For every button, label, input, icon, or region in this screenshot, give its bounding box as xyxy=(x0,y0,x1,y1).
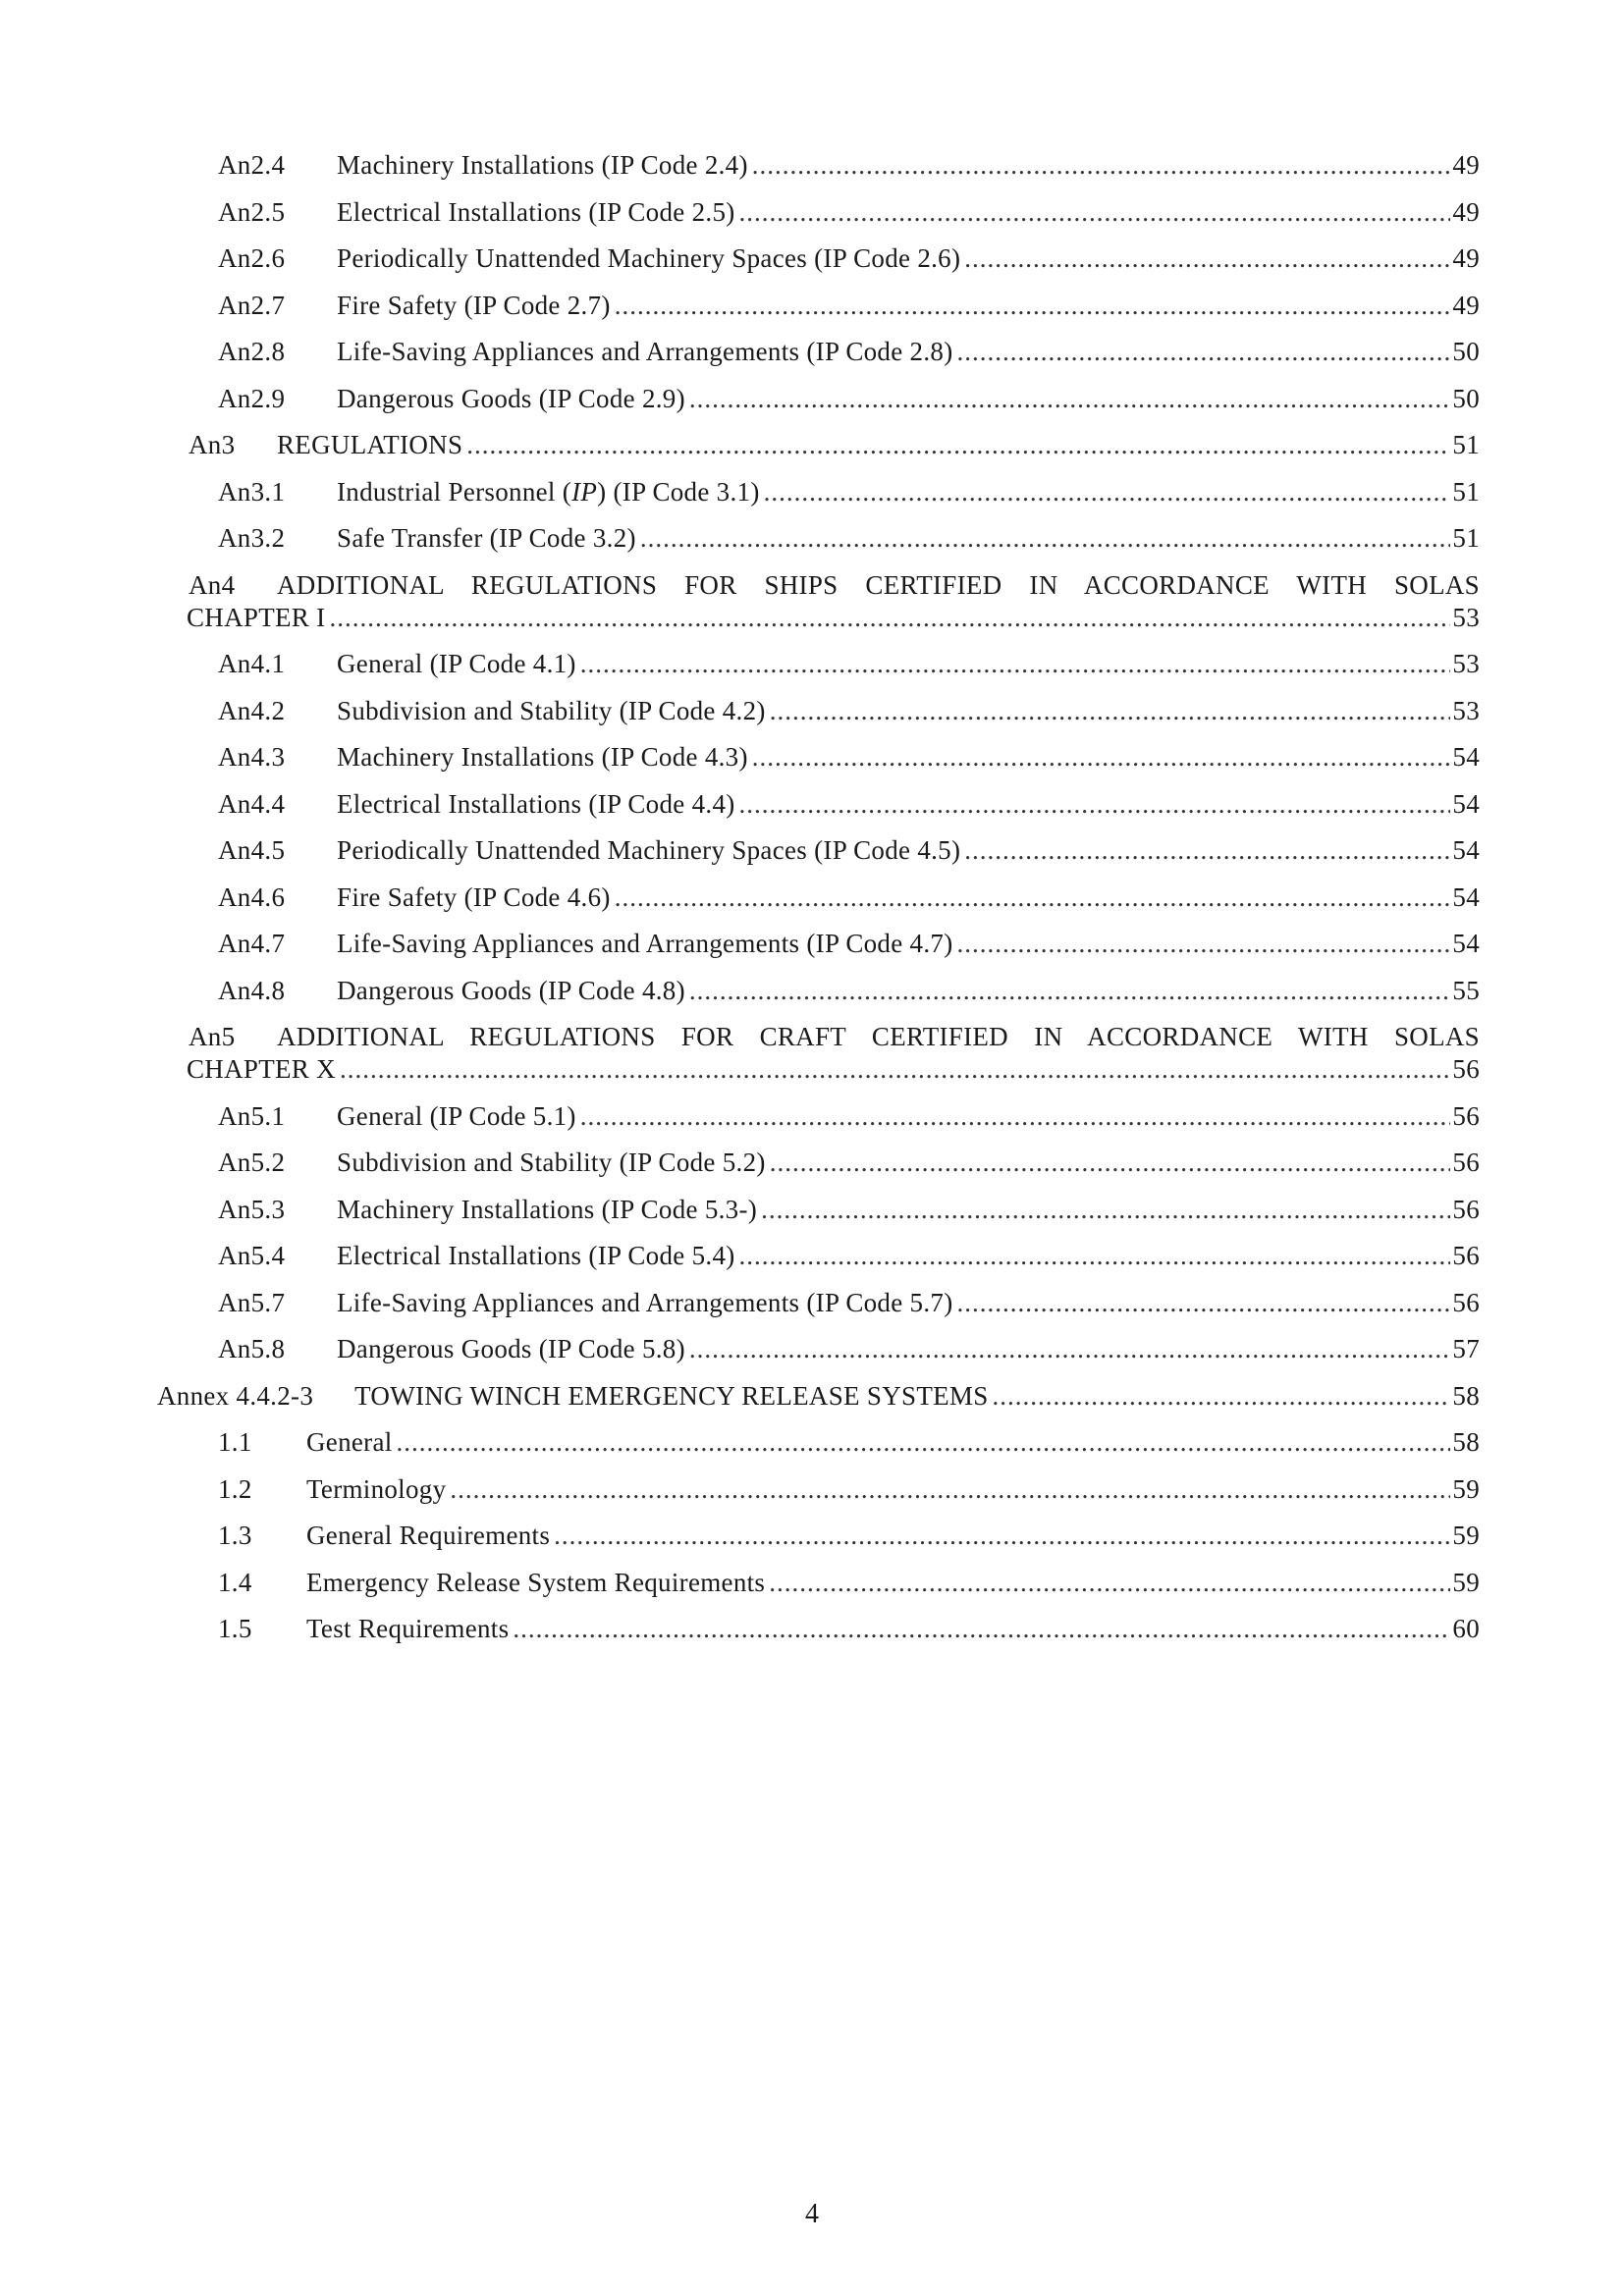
toc-entry-number: An2.6 xyxy=(218,243,286,273)
toc-entry-title-line2: CHAPTER X xyxy=(187,1054,336,1084)
page-number: 4 xyxy=(805,2199,819,2229)
toc-entry-number: An5 xyxy=(189,1022,236,1051)
toc-entry[interactable] xyxy=(0,1426,1624,1459)
toc-entry[interactable] xyxy=(0,834,1624,867)
dot-leader xyxy=(554,1520,1450,1552)
toc-entry[interactable] xyxy=(0,196,1624,229)
toc-entry[interactable] xyxy=(0,290,1624,322)
toc-entry[interactable] xyxy=(0,569,1624,634)
toc-entry-page: 49 xyxy=(1452,150,1480,180)
toc-entry-title: Periodically Unattended Machinery Spaces (IP Code 4.5) xyxy=(337,835,961,865)
toc-entry[interactable] xyxy=(0,1567,1624,1599)
toc-entry-title: Industrial Personnel (IP) (IP Code 3.1) xyxy=(337,476,760,507)
toc-entry-number: An4.6 xyxy=(218,881,286,912)
dot-leader xyxy=(957,336,1451,368)
toc-entry-page: 51 xyxy=(1452,430,1480,459)
dot-leader xyxy=(450,1473,1450,1506)
toc-entry-page: 54 xyxy=(1452,881,1480,912)
toc-entry-number: An2.8 xyxy=(218,337,286,366)
toc-entry-title: Life-Saving Appliances and Arrangements (IP Code 5.7) xyxy=(337,1287,953,1317)
toc-entry[interactable] xyxy=(0,1147,1624,1179)
toc-entry-page: 56 xyxy=(1452,1054,1480,1084)
dot-leader xyxy=(466,429,1450,461)
toc-entry[interactable] xyxy=(0,1100,1624,1133)
toc-entry-number: An4.5 xyxy=(218,835,286,865)
toc-entry-title: General Requirements xyxy=(306,1521,551,1550)
toc-entry-number: 1.1 xyxy=(218,1427,252,1457)
dot-leader xyxy=(513,1613,1450,1645)
toc-entry-number: 1.5 xyxy=(218,1614,252,1643)
toc-entry[interactable] xyxy=(0,881,1624,914)
toc-entry-title: Dangerous Goods (IP Code 5.8) xyxy=(337,1334,685,1363)
toc-entry[interactable] xyxy=(0,1021,1624,1086)
toc-entry-page: 59 xyxy=(1452,1521,1480,1550)
toc-entry-page: 54 xyxy=(1452,742,1480,772)
toc-entry-title: Electrical Installations (IP Code 2.5) xyxy=(337,196,735,227)
dot-leader xyxy=(752,149,1451,182)
toc-entry-number: An4.8 xyxy=(218,975,286,1005)
dot-leader xyxy=(964,834,1450,867)
toc-entry-number: An5.3 xyxy=(218,1194,286,1224)
toc-entry-number: Annex 4.4.2-3 xyxy=(157,1380,314,1411)
toc-entry-title: Terminology xyxy=(306,1473,447,1504)
toc-entry[interactable] xyxy=(0,1520,1624,1552)
toc-entry[interactable] xyxy=(0,928,1624,960)
toc-entry-title: Machinery Installations (IP Code 5.3-) xyxy=(337,1194,758,1224)
toc-entry[interactable] xyxy=(0,1473,1624,1506)
toc-entry-title: Dangerous Goods (IP Code 2.9) xyxy=(337,383,685,413)
toc-entry[interactable] xyxy=(0,149,1624,182)
toc-entry-page: 49 xyxy=(1452,243,1480,273)
dot-leader xyxy=(329,602,1450,634)
toc-entry-number: An3.1 xyxy=(218,476,286,507)
dot-leader xyxy=(689,975,1450,1007)
toc-entry[interactable] xyxy=(0,975,1624,1007)
toc-entry-number: An3 xyxy=(189,430,236,459)
toc-entry-page: 49 xyxy=(1452,290,1480,320)
dot-leader xyxy=(580,648,1451,680)
toc-entry-page: 56 xyxy=(1452,1148,1480,1177)
toc-entry[interactable] xyxy=(0,1194,1624,1226)
dot-leader xyxy=(752,741,1451,774)
toc-entry-number: An5.7 xyxy=(218,1287,286,1317)
toc-entry[interactable] xyxy=(0,741,1624,774)
toc-entry-title: Machinery Installations (IP Code 4.3) xyxy=(337,742,748,772)
dot-leader xyxy=(964,242,1450,275)
toc-entry-title: General (IP Code 5.1) xyxy=(337,1100,576,1131)
toc-entry[interactable] xyxy=(0,242,1624,275)
toc-entry-number: An2.4 xyxy=(218,150,286,180)
toc-entry-page: 56 xyxy=(1452,1241,1480,1270)
dot-leader xyxy=(739,196,1451,229)
dot-leader xyxy=(764,476,1451,508)
toc-entry-title: Safe Transfer (IP Code 3.2) xyxy=(337,523,636,553)
dot-leader xyxy=(615,290,1451,322)
toc-entry-title: General (IP Code 4.1) xyxy=(337,649,576,678)
dot-leader xyxy=(957,928,1451,960)
dot-leader xyxy=(769,1567,1450,1599)
toc-entry[interactable] xyxy=(0,648,1624,680)
toc-entry-number: An4.3 xyxy=(218,742,286,772)
toc-entry[interactable] xyxy=(0,1240,1624,1272)
dot-leader xyxy=(770,1147,1451,1179)
toc-entry-number: An5.4 xyxy=(218,1241,286,1270)
toc-entry[interactable] xyxy=(0,383,1624,415)
toc-entry-number: An5.8 xyxy=(218,1334,286,1363)
toc-entry-title: Subdivision and Stability (IP Code 4.2) xyxy=(337,695,766,725)
toc-entry-title-line1: ADDITIONAL REGULATIONS FOR SHIPS CERTIFIED IN ACCORDANCE WITH SOLAS xyxy=(277,569,1480,600)
toc-entry-number: An4.4 xyxy=(218,788,286,819)
toc-entry-page: 51 xyxy=(1452,476,1480,507)
toc-entry-page: 56 xyxy=(1452,1287,1480,1317)
toc-entry-page: 54 xyxy=(1452,835,1480,865)
toc-entry-number: 1.4 xyxy=(218,1567,252,1597)
toc-entry-number: An2.9 xyxy=(218,383,286,413)
toc-entry[interactable] xyxy=(0,1380,1624,1413)
toc-entry-page: 60 xyxy=(1452,1614,1480,1643)
toc-entry[interactable] xyxy=(0,695,1624,727)
toc-entry-page: 58 xyxy=(1452,1380,1480,1411)
toc-entry[interactable] xyxy=(0,1287,1624,1319)
toc-entry-page: 53 xyxy=(1452,695,1480,725)
toc-entry-number: An5.2 xyxy=(218,1148,286,1177)
toc-entry-page: 53 xyxy=(1452,649,1480,678)
toc-entry[interactable] xyxy=(0,522,1624,555)
ip-abbreviation: IP xyxy=(571,476,598,507)
toc-entry[interactable] xyxy=(0,336,1624,368)
toc-entry-title: Fire Safety (IP Code 4.6) xyxy=(337,881,611,912)
toc-entry-title: Subdivision and Stability (IP Code 5.2) xyxy=(337,1148,766,1177)
toc-entry-title: Electrical Installations (IP Code 5.4) xyxy=(337,1241,735,1270)
dot-leader xyxy=(615,881,1451,914)
toc-entry-page: 58 xyxy=(1452,1427,1480,1457)
toc-entry-number: 1.2 xyxy=(218,1473,252,1504)
toc-entry-page: 57 xyxy=(1452,1334,1480,1363)
toc-entry-title: Life-Saving Appliances and Arrangements (IP Code 2.8) xyxy=(337,337,953,366)
toc-entry-title: Dangerous Goods (IP Code 4.8) xyxy=(337,975,685,1005)
toc-entry-page: 53 xyxy=(1452,602,1480,632)
toc-entry-title-line1: ADDITIONAL REGULATIONS FOR CRAFT CERTIFIED IN ACCORDANCE WITH SOLAS xyxy=(277,1022,1480,1051)
toc-entry[interactable] xyxy=(0,476,1624,508)
toc-entry-page: 50 xyxy=(1452,337,1480,366)
toc-entry[interactable] xyxy=(0,788,1624,821)
toc-entry-number: An4 xyxy=(189,569,236,600)
dot-leader xyxy=(993,1380,1451,1413)
toc-entry-number: An5.1 xyxy=(218,1100,286,1131)
toc-entry-page: 54 xyxy=(1452,788,1480,819)
toc-entry-number: An4.1 xyxy=(218,649,286,678)
dot-leader xyxy=(739,788,1451,821)
toc-entry-title-line2: CHAPTER I xyxy=(187,602,326,632)
toc-entry-number: 1.3 xyxy=(218,1521,252,1550)
dot-leader xyxy=(957,1287,1451,1319)
toc-entry-number: An2.5 xyxy=(218,196,286,227)
toc-entry-page: 51 xyxy=(1452,523,1480,553)
table-of-contents xyxy=(0,149,1624,1660)
dot-leader xyxy=(770,695,1451,727)
toc-entry-page: 56 xyxy=(1452,1194,1480,1224)
toc-entry-page: 50 xyxy=(1452,383,1480,413)
dot-leader xyxy=(340,1053,1450,1086)
toc-entry-page: 56 xyxy=(1452,1100,1480,1131)
toc-entry-page: 59 xyxy=(1452,1567,1480,1597)
toc-entry-number: An3.2 xyxy=(218,523,286,553)
dot-leader xyxy=(761,1194,1450,1226)
dot-leader xyxy=(689,383,1450,415)
toc-entry-title: Machinery Installations (IP Code 2.4) xyxy=(337,150,748,180)
toc-entry-title: Life-Saving Appliances and Arrangements (IP Code 4.7) xyxy=(337,929,953,958)
toc-entry-page: 49 xyxy=(1452,196,1480,227)
toc-entry-title: General xyxy=(306,1427,393,1457)
dot-leader xyxy=(397,1426,1451,1459)
toc-entry-page: 55 xyxy=(1452,975,1480,1005)
toc-entry-title: Test Requirements xyxy=(306,1614,510,1643)
toc-entry-number: An4.2 xyxy=(218,695,286,725)
toc-entry-number: An2.7 xyxy=(218,290,286,320)
toc-entry-title: Periodically Unattended Machinery Spaces (IP Code 2.6) xyxy=(337,243,961,273)
toc-entry-title: REGULATIONS xyxy=(277,430,463,459)
toc-entry-title: TOWING WINCH EMERGENCY RELEASE SYSTEMS xyxy=(354,1380,989,1411)
toc-entry-title: Electrical Installations (IP Code 4.4) xyxy=(337,788,735,819)
toc-entry[interactable] xyxy=(0,429,1624,461)
toc-entry-title: Fire Safety (IP Code 2.7) xyxy=(337,290,611,320)
dot-leader xyxy=(689,1333,1450,1365)
toc-entry-title: Emergency Release System Requirements xyxy=(306,1567,766,1597)
toc-entry-number: An4.7 xyxy=(218,929,286,958)
dot-leader xyxy=(640,522,1451,555)
toc-entry[interactable] xyxy=(0,1333,1624,1365)
toc-entry-page: 54 xyxy=(1452,929,1480,958)
toc-entry[interactable] xyxy=(0,1613,1624,1645)
dot-leader xyxy=(739,1240,1451,1272)
dot-leader xyxy=(580,1100,1451,1133)
toc-entry-page: 59 xyxy=(1452,1473,1480,1504)
